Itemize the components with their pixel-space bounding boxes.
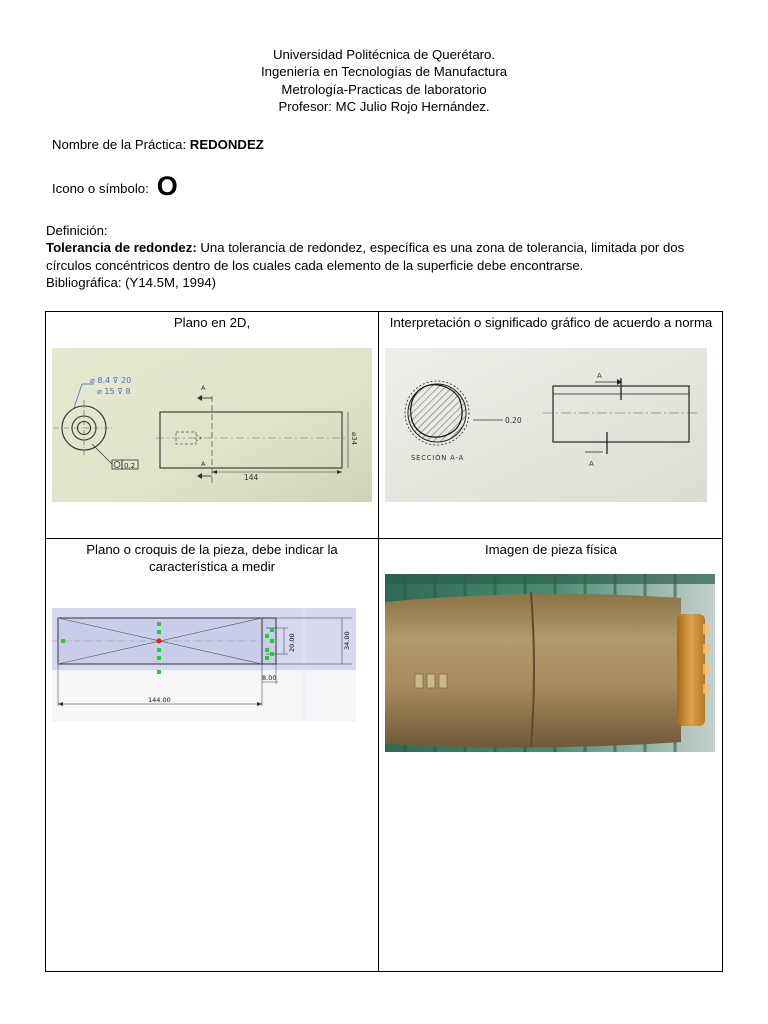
table-divider [378,312,379,971]
definition-heading: Definición: [46,223,108,238]
definition-term: Tolerancia de redondez: [46,240,197,256]
sketch-dim-outer: 34.00 [343,631,351,650]
definition-body: Una tolerancia de redondez, específica es una zona de tolerancia, limitada por dos círculos concéntricos dentro de los cuales cada elemento de la superficie debe encontrarse. [46,240,685,273]
definition-block [46,222,726,292]
length-dimension: 144 [244,473,259,482]
document-header [0,46,768,115]
icon-symbol-line [52,171,178,201]
practice-name [52,137,264,152]
interpretation-image [385,348,707,502]
interp-tolerance-value: 0.20 [505,416,522,425]
section-caption: SECCIÓN A-A [411,454,464,462]
section-label-bottom: A [201,460,206,468]
roundness-tolerance-value: 0.2 [124,462,136,470]
table-row-divider [46,538,722,539]
roundness-symbol-icon: O [156,171,178,201]
cell-photo-title: Imagen de pieza física [485,542,617,557]
practice-table [45,311,723,972]
course-name: Metrología-Practicas de laboratorio [281,81,487,97]
physical-part-image [385,574,715,752]
section-label-top: A [201,384,206,392]
program-name: Ingeniería en Tecnologías de Manufactura [260,64,508,80]
hole-callout-1: ⌀ 8.4 ⊽ 20 [90,376,132,385]
practice-value: REDONDEZ [189,137,264,152]
university-name: Universidad Politécnica de Querétaro. [272,47,496,62]
interp-section-label-top: A [597,372,602,380]
drawing-2d-image [52,348,372,502]
icon-label: Icono o símbolo: [52,181,149,196]
definition-text [46,239,726,274]
practice-label: Nombre de la Práctica: [52,137,190,152]
cell-2d-title: Plano en 2D, [173,315,251,330]
professor-name: Profesor: MC Julio Rojo Hernández. [278,98,490,114]
sketch-offset-dim: 8.00 [262,674,277,682]
cell-sketch-title: Plano o croquis de la pieza, debe indicar la característica a medir [86,542,338,574]
sketch-dim-inner: 20.00 [288,633,296,652]
bibliography: Bibliográfica: (Y14.5M, 1994) [46,275,217,291]
hole-callout-2: ⌀ 15 ⊽ 8 [97,387,131,396]
sketch-image [52,608,356,722]
diameter-dimension: ⌀34 [350,432,358,446]
sketch-length-dim: 144.00 [148,696,171,704]
interp-section-label-bottom: A [589,460,594,468]
cell-interp-title: Interpretación o significado gráfico de acuerdo a norma [389,315,713,330]
